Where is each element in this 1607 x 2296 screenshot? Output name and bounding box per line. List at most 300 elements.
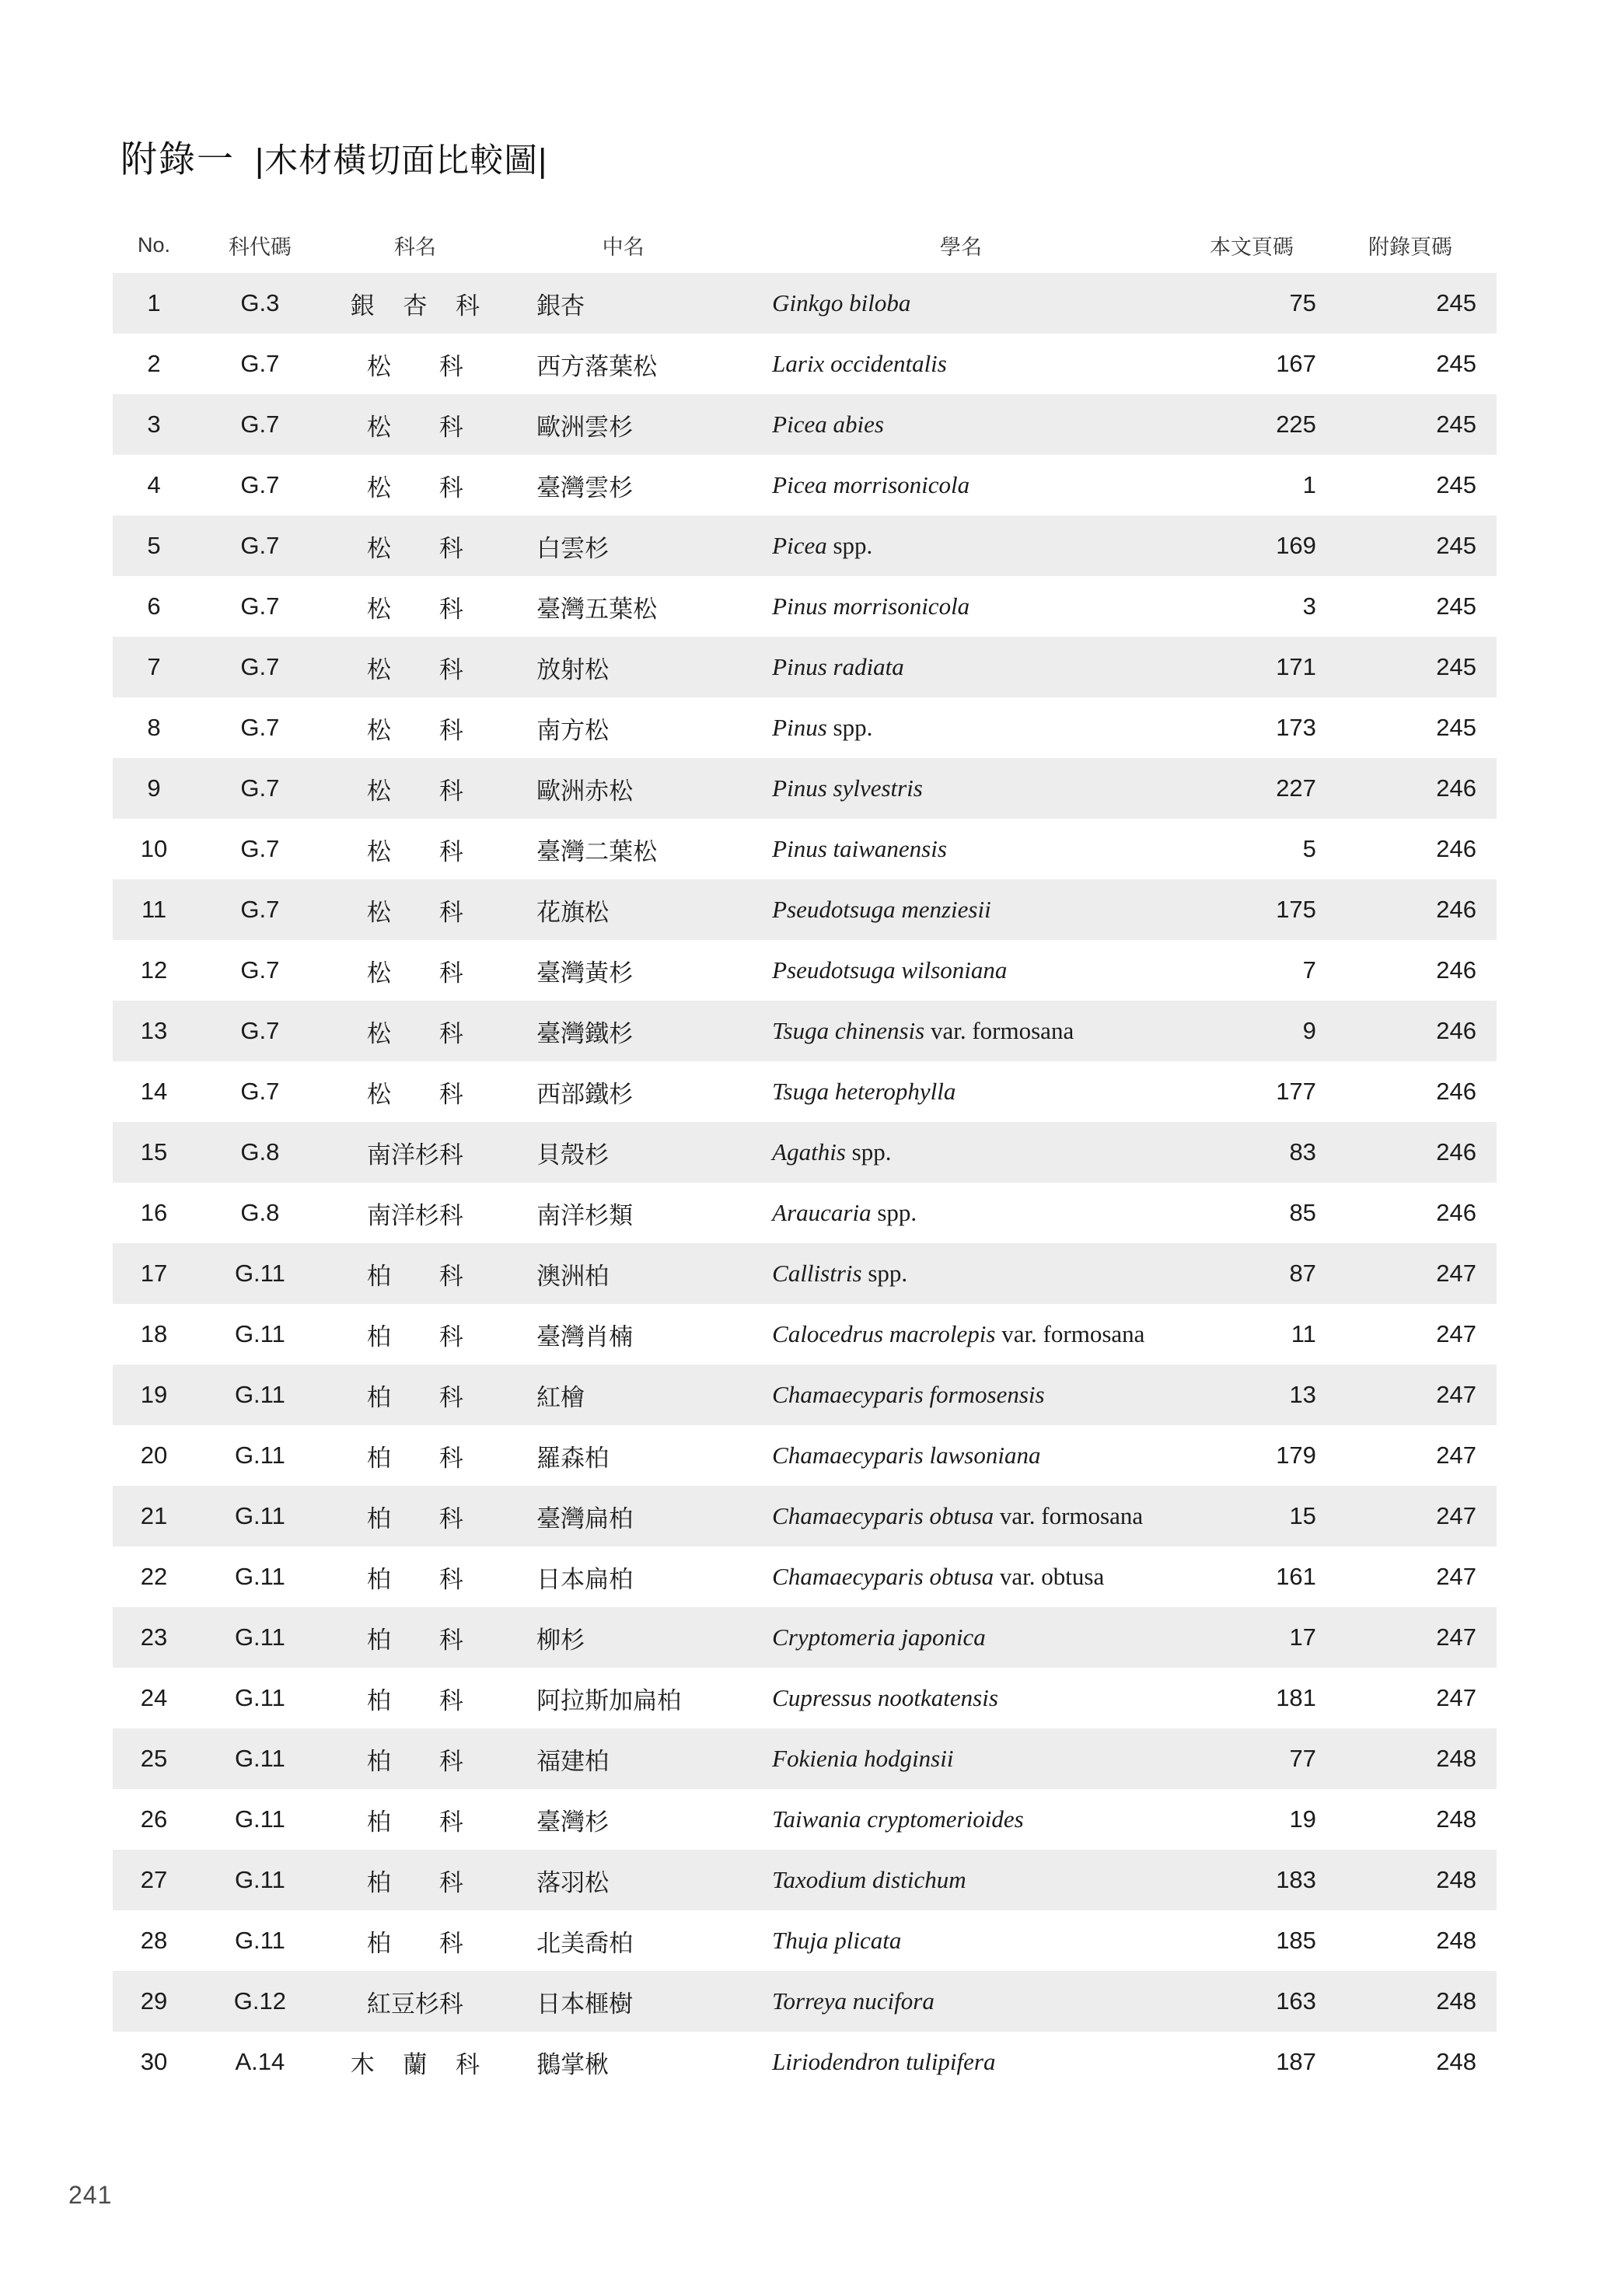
- cell-chinese-name: 銀杏: [505, 273, 741, 334]
- cell-family-code: G.7: [195, 334, 325, 394]
- family-name-text: 柏 科: [366, 1383, 463, 1411]
- cell-scientific-name: [741, 1971, 1181, 2032]
- cell-scientific-name: [741, 1365, 1181, 1425]
- table-row: [113, 1486, 1497, 1546]
- table-row: [113, 697, 1497, 758]
- cell-appendix-page: 248: [1340, 2032, 1497, 2092]
- scientific-name-italic: Pinus taiwanensis: [772, 835, 947, 862]
- cell-family-name: [325, 819, 505, 879]
- cell-family-code: G.8: [195, 1183, 325, 1243]
- cell-no: 8: [113, 697, 195, 758]
- family-name-text: 木 蘭 科: [350, 2050, 491, 2078]
- scientific-name-italic: Araucaria: [772, 1199, 878, 1226]
- cell-appendix-page: 245: [1340, 697, 1497, 758]
- family-name-text: 南洋杉科: [366, 1201, 463, 1229]
- cell-chinese-name: 臺灣肖楠: [505, 1304, 741, 1365]
- family-name-text: 松 科: [366, 474, 463, 501]
- cell-text-page: 225: [1181, 394, 1340, 455]
- cell-text-page: 183: [1181, 1850, 1340, 1910]
- cell-chinese-name: 臺灣黃杉: [505, 940, 741, 1001]
- cell-text-page: 87: [1181, 1243, 1340, 1304]
- cell-family-code: G.7: [195, 576, 325, 637]
- cell-appendix-page: 246: [1340, 819, 1497, 879]
- cell-appendix-page: 246: [1340, 940, 1497, 1001]
- scientific-name-italic: Fokienia hodginsii: [772, 1745, 954, 1772]
- table-row: [113, 515, 1497, 576]
- scientific-name-italic: Pinus: [772, 714, 833, 741]
- scientific-name-italic: Pinus sylvestris: [772, 774, 923, 802]
- cell-appendix-page: 246: [1340, 1001, 1497, 1061]
- cell-text-page: 19: [1181, 1789, 1340, 1850]
- cell-text-page: 169: [1181, 515, 1340, 576]
- cell-appendix-page: 247: [1340, 1304, 1497, 1365]
- family-name-text: 松 科: [366, 534, 463, 562]
- family-name-text: 柏 科: [366, 1747, 463, 1775]
- table-row: [113, 1061, 1497, 1122]
- cell-scientific-name: [741, 1061, 1181, 1122]
- family-name-text: 松 科: [366, 898, 463, 926]
- scientific-name-italic: Chamaecyparis formosensis: [772, 1381, 1045, 1408]
- cell-appendix-page: 247: [1340, 1668, 1497, 1728]
- cell-text-page: 177: [1181, 1061, 1340, 1122]
- cell-no: 3: [113, 394, 195, 455]
- cell-chinese-name: 日本榧樹: [505, 1971, 741, 2032]
- cell-family-code: G.7: [195, 1001, 325, 1061]
- cell-no: 25: [113, 1728, 195, 1789]
- cell-chinese-name: 臺灣五葉松: [505, 576, 741, 637]
- family-name-text: 松 科: [366, 1019, 463, 1047]
- cell-chinese-name: 西部鐵杉: [505, 1061, 741, 1122]
- table-row: [113, 1668, 1497, 1728]
- cell-family-name: [325, 1001, 505, 1061]
- cell-family-name: [325, 940, 505, 1001]
- cell-family-code: G.7: [195, 455, 325, 515]
- column-header-appendix-page: 附錄頁碼: [1368, 236, 1452, 259]
- cell-chinese-name: 臺灣杉: [505, 1789, 741, 1850]
- scientific-name-italic: Liriodendron tulipifera: [772, 2048, 996, 2075]
- cell-family-code: G.11: [195, 1728, 325, 1789]
- scientific-name-italic: Pseudotsuga menziesii: [772, 896, 991, 923]
- cell-family-name: [325, 1668, 505, 1728]
- cell-family-code: G.11: [195, 1910, 325, 1971]
- table-row: [113, 1850, 1497, 1910]
- cell-appendix-page: 248: [1340, 1789, 1497, 1850]
- cell-text-page: 171: [1181, 637, 1340, 697]
- scientific-name-qualifier: spp.: [877, 1199, 917, 1226]
- cell-scientific-name: [741, 1122, 1181, 1183]
- cell-family-code: G.7: [195, 515, 325, 576]
- cell-family-name: [325, 1850, 505, 1910]
- cell-chinese-name: 鵝掌楸: [505, 2032, 741, 2092]
- cell-family-name: [325, 1365, 505, 1425]
- table-row: [113, 2032, 1497, 2092]
- cell-scientific-name: [741, 576, 1181, 637]
- scientific-name-qualifier: spp.: [833, 532, 873, 559]
- cell-appendix-page: 245: [1340, 394, 1497, 455]
- cell-family-code: G.7: [195, 394, 325, 455]
- family-name-text: 松 科: [366, 1080, 463, 1108]
- scientific-name-italic: Tsuga heterophylla: [772, 1078, 956, 1105]
- cell-appendix-page: 248: [1340, 1971, 1497, 2032]
- cell-family-code: G.11: [195, 1668, 325, 1728]
- cell-no: 19: [113, 1365, 195, 1425]
- scientific-name-italic: Calocedrus macrolepis: [772, 1320, 1002, 1347]
- cell-scientific-name: [741, 819, 1181, 879]
- cell-text-page: 175: [1181, 879, 1340, 940]
- cell-family-code: G.11: [195, 1304, 325, 1365]
- table-row: [113, 758, 1497, 819]
- scientific-name-italic: Thuja plicata: [772, 1927, 902, 1954]
- cell-chinese-name: 阿拉斯加扁柏: [505, 1668, 741, 1728]
- scientific-name-italic: Picea morrisonicola: [772, 471, 970, 498]
- table-row: [113, 819, 1497, 879]
- cell-family-name: [325, 2032, 505, 2092]
- cell-family-code: G.11: [195, 1850, 325, 1910]
- cell-text-page: 1: [1181, 455, 1340, 515]
- cell-family-name: [325, 334, 505, 394]
- scientific-name-italic: Callistris: [772, 1260, 868, 1287]
- cell-appendix-page: 245: [1340, 637, 1497, 697]
- cell-appendix-page: 246: [1340, 758, 1497, 819]
- cell-scientific-name: [741, 879, 1181, 940]
- scientific-name-italic: Taxodium distichum: [772, 1866, 966, 1893]
- cell-text-page: 181: [1181, 1668, 1340, 1728]
- scientific-name-qualifier: spp.: [833, 714, 873, 741]
- cell-scientific-name: [741, 1607, 1181, 1668]
- family-name-text: 銀 杏 科: [350, 292, 491, 320]
- cell-family-code: G.11: [195, 1486, 325, 1546]
- cell-family-code: G.7: [195, 637, 325, 697]
- cell-scientific-name: [741, 1546, 1181, 1607]
- scientific-name-italic: Torreya nucifora: [772, 1987, 935, 2015]
- cell-family-name: [325, 1728, 505, 1789]
- cell-no: 9: [113, 758, 195, 819]
- cell-family-code: G.11: [195, 1789, 325, 1850]
- cell-family-name: [325, 1243, 505, 1304]
- column-header-chinese-name: 中名: [602, 236, 645, 259]
- table-row: [113, 1122, 1497, 1183]
- cell-text-page: 173: [1181, 697, 1340, 758]
- cell-chinese-name: 歐洲雲杉: [505, 394, 741, 455]
- cell-family-name: [325, 1061, 505, 1122]
- cell-chinese-name: 福建柏: [505, 1728, 741, 1789]
- cell-family-name: [325, 1789, 505, 1850]
- cell-no: 14: [113, 1061, 195, 1122]
- scientific-name-italic: Chamaecyparis obtusa: [772, 1502, 1000, 1529]
- cell-text-page: 11: [1181, 1304, 1340, 1365]
- table-row: [113, 334, 1497, 394]
- table-row: [113, 940, 1497, 1001]
- cell-scientific-name: [741, 1728, 1181, 1789]
- cell-appendix-page: 246: [1340, 879, 1497, 940]
- cell-family-code: G.7: [195, 879, 325, 940]
- cell-scientific-name: [741, 697, 1181, 758]
- table-row: [113, 1001, 1497, 1061]
- scientific-name-italic: Chamaecyparis lawsoniana: [772, 1442, 1041, 1469]
- cell-chinese-name: 西方落葉松: [505, 334, 741, 394]
- scientific-name-qualifier: var. formosana: [930, 1017, 1074, 1044]
- cell-scientific-name: [741, 1910, 1181, 1971]
- family-name-text: 松 科: [366, 352, 463, 380]
- cell-no: 20: [113, 1425, 195, 1486]
- table-row: [113, 1546, 1497, 1607]
- cell-scientific-name: [741, 1850, 1181, 1910]
- scientific-name-qualifier: var. obtusa: [999, 1563, 1105, 1590]
- cell-family-name: [325, 394, 505, 455]
- cell-text-page: 9: [1181, 1001, 1340, 1061]
- cell-family-code: G.11: [195, 1425, 325, 1486]
- cell-family-name: [325, 576, 505, 637]
- cell-no: 10: [113, 819, 195, 879]
- cell-no: 13: [113, 1001, 195, 1061]
- family-name-text: 柏 科: [366, 1626, 463, 1654]
- table-row: [113, 273, 1497, 334]
- cell-chinese-name: 柳杉: [505, 1607, 741, 1668]
- table-row: [113, 394, 1497, 455]
- table-row: [113, 576, 1497, 637]
- family-name-text: 松 科: [366, 595, 463, 623]
- scientific-name-italic: Cupressus nootkatensis: [772, 1684, 998, 1711]
- species-index-table: [113, 225, 1497, 2092]
- column-header-scientific: 學名: [940, 236, 982, 259]
- cell-text-page: 15: [1181, 1486, 1340, 1546]
- cell-chinese-name: 落羽松: [505, 1850, 741, 1910]
- cell-family-code: G.11: [195, 1365, 325, 1425]
- scientific-name-italic: Pinus morrisonicola: [772, 592, 970, 620]
- cell-appendix-page: 248: [1340, 1910, 1497, 1971]
- cell-no: 21: [113, 1486, 195, 1546]
- cell-no: 17: [113, 1243, 195, 1304]
- cell-family-code: A.14: [195, 2032, 325, 2092]
- cell-scientific-name: [741, 2032, 1181, 2092]
- family-name-text: 松 科: [366, 837, 463, 865]
- column-header-no: No.: [138, 233, 171, 257]
- cell-family-code: G.11: [195, 1607, 325, 1668]
- table-row: [113, 455, 1497, 515]
- family-name-text: 柏 科: [366, 1565, 463, 1593]
- family-name-text: 柏 科: [366, 1929, 463, 1957]
- cell-no: 11: [113, 879, 195, 940]
- table-row: [113, 1728, 1497, 1789]
- cell-appendix-page: 248: [1340, 1728, 1497, 1789]
- cell-text-page: 227: [1181, 758, 1340, 819]
- cell-text-page: 179: [1181, 1425, 1340, 1486]
- family-name-text: 柏 科: [366, 1323, 463, 1351]
- cell-family-code: G.7: [195, 758, 325, 819]
- cell-scientific-name: [741, 1001, 1181, 1061]
- column-header-text-page: 本文頁碼: [1209, 236, 1294, 259]
- cell-family-name: [325, 273, 505, 334]
- cell-family-code: G.11: [195, 1243, 325, 1304]
- family-name-text: 松 科: [366, 655, 463, 683]
- scientific-name-italic: Agathis: [772, 1138, 852, 1165]
- cell-chinese-name: 花旗松: [505, 879, 741, 940]
- cell-scientific-name: [741, 1486, 1181, 1546]
- cell-no: 26: [113, 1789, 195, 1850]
- scientific-name-italic: Pseudotsuga wilsoniana: [772, 956, 1008, 984]
- cell-chinese-name: 紅檜: [505, 1365, 741, 1425]
- cell-scientific-name: [741, 273, 1181, 334]
- cell-text-page: 185: [1181, 1910, 1340, 1971]
- cell-family-name: [325, 1546, 505, 1607]
- family-name-text: 柏 科: [366, 1868, 463, 1896]
- scientific-name-italic: Tsuga chinensis: [772, 1017, 931, 1044]
- cell-text-page: 75: [1181, 273, 1340, 334]
- cell-text-page: 7: [1181, 940, 1340, 1001]
- cell-chinese-name: 貝殼杉: [505, 1122, 741, 1183]
- family-name-text: 松 科: [366, 413, 463, 441]
- cell-text-page: 83: [1181, 1122, 1340, 1183]
- cell-family-code: G.7: [195, 940, 325, 1001]
- cell-family-name: [325, 637, 505, 697]
- column-header-family-code: 科代碼: [228, 236, 292, 259]
- cell-chinese-name: 白雲杉: [505, 515, 741, 576]
- cell-family-name: [325, 515, 505, 576]
- cell-scientific-name: [741, 394, 1181, 455]
- family-name-text: 柏 科: [366, 1686, 463, 1714]
- cell-chinese-name: 臺灣鐵杉: [505, 1001, 741, 1061]
- table-row: [113, 637, 1497, 697]
- cell-family-name: [325, 1122, 505, 1183]
- cell-text-page: 5: [1181, 819, 1340, 879]
- cell-appendix-page: 247: [1340, 1607, 1497, 1668]
- cell-scientific-name: [741, 1304, 1181, 1365]
- cell-family-name: [325, 455, 505, 515]
- page-title-main: 附錄一: [121, 138, 235, 180]
- cell-no: 29: [113, 1971, 195, 2032]
- cell-family-code: G.3: [195, 273, 325, 334]
- cell-appendix-page: 247: [1340, 1546, 1497, 1607]
- cell-appendix-page: 245: [1340, 515, 1497, 576]
- cell-family-name: [325, 1304, 505, 1365]
- table-body: [113, 273, 1497, 2092]
- table-row: [113, 1971, 1497, 2032]
- cell-family-name: [325, 1910, 505, 1971]
- cell-chinese-name: 臺灣扁柏: [505, 1486, 741, 1546]
- cell-family-name: [325, 879, 505, 940]
- table-row: [113, 1183, 1497, 1243]
- cell-scientific-name: [741, 334, 1181, 394]
- scientific-name-italic: Pinus radiata: [772, 653, 904, 680]
- cell-scientific-name: [741, 940, 1181, 1001]
- cell-chinese-name: 臺灣二葉松: [505, 819, 741, 879]
- cell-family-code: G.12: [195, 1971, 325, 2032]
- scientific-name-italic: Picea abies: [772, 411, 884, 438]
- cell-no: 12: [113, 940, 195, 1001]
- family-name-text: 柏 科: [366, 1262, 463, 1290]
- cell-family-name: [325, 758, 505, 819]
- cell-appendix-page: 247: [1340, 1425, 1497, 1486]
- cell-no: 18: [113, 1304, 195, 1365]
- scientific-name-qualifier: var. formosana: [1001, 1320, 1145, 1347]
- cell-appendix-page: 247: [1340, 1243, 1497, 1304]
- cell-chinese-name: 澳洲柏: [505, 1243, 741, 1304]
- table-row: [113, 1910, 1497, 1971]
- family-name-text: 松 科: [366, 716, 463, 744]
- cell-text-page: 161: [1181, 1546, 1340, 1607]
- cell-no: 22: [113, 1546, 195, 1607]
- family-name-text: 南洋杉科: [366, 1141, 463, 1169]
- cell-family-code: G.8: [195, 1122, 325, 1183]
- cell-scientific-name: [741, 1183, 1181, 1243]
- cell-text-page: 17: [1181, 1607, 1340, 1668]
- page-title-sub: |木材橫切面比較圖|: [255, 142, 548, 180]
- table-row: [113, 1365, 1497, 1425]
- cell-no: 7: [113, 637, 195, 697]
- cell-family-code: G.7: [195, 697, 325, 758]
- cell-family-name: [325, 1425, 505, 1486]
- cell-scientific-name: [741, 1425, 1181, 1486]
- table-row: [113, 879, 1497, 940]
- cell-family-name: [325, 1971, 505, 2032]
- cell-chinese-name: 羅森柏: [505, 1425, 741, 1486]
- table-row: [113, 1304, 1497, 1365]
- table-row: [113, 1607, 1497, 1668]
- cell-no: 5: [113, 515, 195, 576]
- table-row: [113, 1789, 1497, 1850]
- cell-appendix-page: 247: [1340, 1486, 1497, 1546]
- family-name-text: 柏 科: [366, 1808, 463, 1836]
- cell-no: 2: [113, 334, 195, 394]
- family-name-text: 柏 科: [366, 1444, 463, 1472]
- cell-appendix-page: 246: [1340, 1183, 1497, 1243]
- cell-scientific-name: [741, 1789, 1181, 1850]
- scientific-name-italic: Taiwania cryptomerioides: [772, 1805, 1024, 1833]
- page-title: [121, 131, 547, 183]
- scientific-name-italic: Ginkgo biloba: [772, 289, 911, 316]
- cell-family-name: [325, 1607, 505, 1668]
- cell-scientific-name: [741, 1243, 1181, 1304]
- cell-appendix-page: 246: [1340, 1061, 1497, 1122]
- cell-family-name: [325, 1183, 505, 1243]
- cell-text-page: 3: [1181, 576, 1340, 637]
- cell-no: 6: [113, 576, 195, 637]
- cell-no: 23: [113, 1607, 195, 1668]
- cell-family-name: [325, 697, 505, 758]
- cell-no: 30: [113, 2032, 195, 2092]
- cell-chinese-name: 北美喬柏: [505, 1910, 741, 1971]
- cell-no: 27: [113, 1850, 195, 1910]
- cell-appendix-page: 245: [1340, 455, 1497, 515]
- column-header-family-name: 科名: [393, 236, 436, 259]
- family-name-text: 松 科: [366, 777, 463, 805]
- cell-scientific-name: [741, 637, 1181, 697]
- scientific-name-italic: Chamaecyparis obtusa: [772, 1563, 1000, 1590]
- scientific-name-qualifier: spp.: [851, 1138, 892, 1165]
- cell-text-page: 163: [1181, 1971, 1340, 2032]
- cell-scientific-name: [741, 515, 1181, 576]
- family-name-text: 紅豆杉科: [366, 1990, 463, 2018]
- cell-no: 4: [113, 455, 195, 515]
- cell-scientific-name: [741, 1668, 1181, 1728]
- cell-chinese-name: 日本扁柏: [505, 1546, 741, 1607]
- cell-no: 28: [113, 1910, 195, 1971]
- cell-chinese-name: 南洋杉類: [505, 1183, 741, 1243]
- cell-text-page: 187: [1181, 2032, 1340, 2092]
- cell-no: 16: [113, 1183, 195, 1243]
- scientific-name-italic: Cryptomeria japonica: [772, 1623, 986, 1651]
- cell-text-page: 167: [1181, 334, 1340, 394]
- cell-no: 24: [113, 1668, 195, 1728]
- table-header-row: [113, 225, 1497, 273]
- cell-text-page: 85: [1181, 1183, 1340, 1243]
- family-name-text: 松 科: [366, 959, 463, 987]
- cell-appendix-page: 245: [1340, 576, 1497, 637]
- cell-no: 15: [113, 1122, 195, 1183]
- scientific-name-qualifier: var. formosana: [999, 1502, 1144, 1529]
- cell-family-code: G.11: [195, 1546, 325, 1607]
- cell-chinese-name: 放射松: [505, 637, 741, 697]
